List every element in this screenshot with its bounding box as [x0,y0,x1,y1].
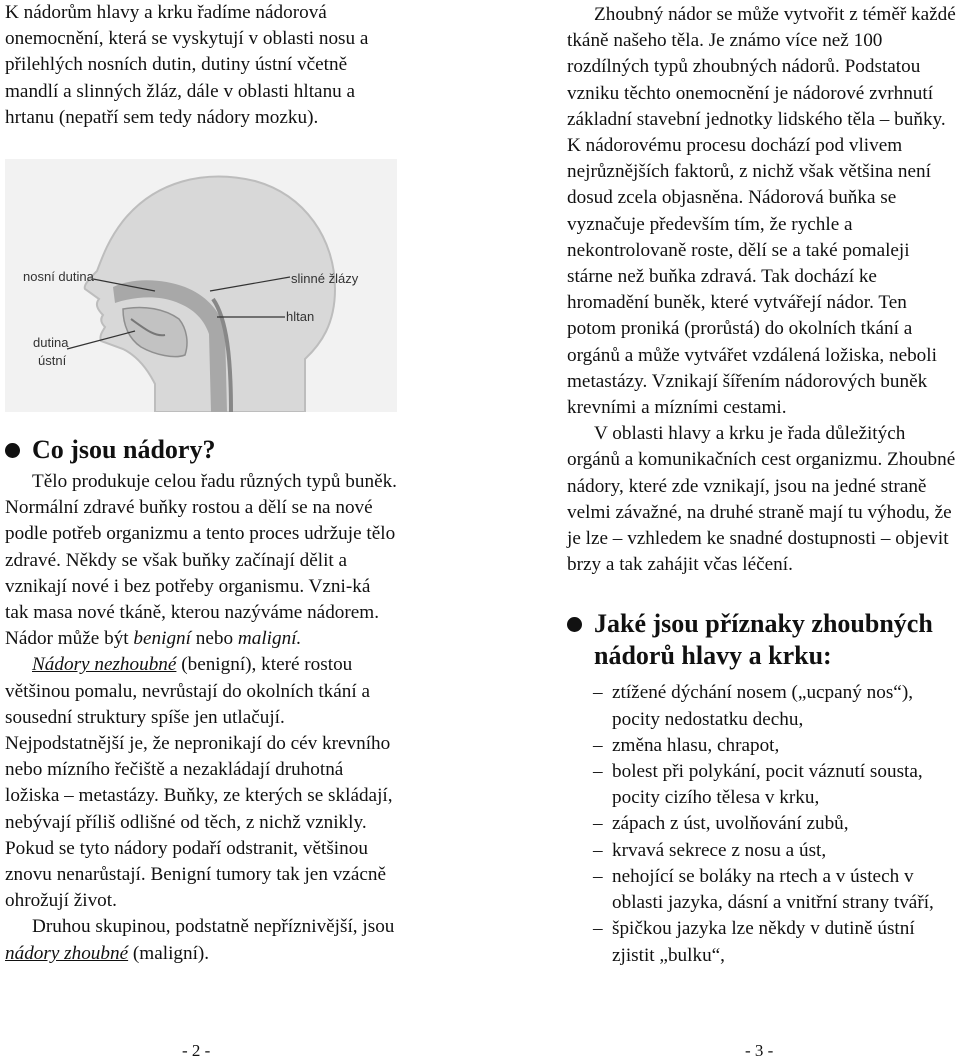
bullet-icon [567,617,582,632]
p3-post: (maligní). [128,942,210,964]
term-benign-tumors: Nádory nezhoubné [32,654,177,676]
list-item: – ztížené dýchání nosem („ucpaný nos“), pocity nedostatku dechu, [593,680,959,732]
section-heading-symptoms [567,608,959,672]
term-malignant-tumors: nádory zhoubné [5,942,129,964]
list-item: – nehojící se boláky na rtech a v ústech v oblasti jazyka, dásní a vnitřní strany tváří, [593,864,959,916]
left-column [5,0,397,967]
paragraph-head-neck-organs: V oblasti hlavy a krku je řada důležitých orgánů a komunikačních cest organizmu. Zhoubné nádory, které zde vznikají, jsou na jedné straně velmi závažné, na druhé straně mají tu výhodu, že je lze – vzhledem ke snadné dostupnosti – objevit brzy a tak zahájit včas léčení. [567,423,956,576]
label-nasal-cavity: nosní dutina [23,269,94,285]
list-item: – bolest při polykání, pocit váznutí sousta, pocity cizího tělesa v krku, [593,759,959,811]
label-oral-cavity-2: ústní [38,353,67,369]
p3-pre: Druhou skupinou, podstatně nepříznivější, jsou [32,916,395,938]
list-item: – změna hlasu, chrapot, [593,733,959,759]
heading-text: Jaké jsou příznaky zhoubných nádorů hlavy a krku: [594,609,933,671]
term-benign: benigní [133,628,191,650]
page-number-left: - 2 - [182,1041,211,1060]
section-heading-what-are-tumors [5,434,397,466]
intro-paragraph: K nádorům hlavy a krku řadíme nádorová onemocnění, která se vyskytují v oblasti nosu a přilehlých nosních dutin, dutiny ústní včetně mandlí a slinných žláz, dále v oblasti hltanu a hrtanu (nepatří sem tedy nádory mozku). [5,2,369,128]
head-neck-anatomy-figure [5,159,397,412]
term-malignant: maligní. [237,628,302,650]
p1-or: nebo [190,628,238,650]
symptom-list [593,680,959,968]
paragraph-malignant-description: Zhoubný nádor se může vytvořit z téměř každé tkáně našeho těla. Je známo více než 100 rozdílných typů zhoubných nádorů. Podstatou vzniku těchto onemocnění je nádorové zvrhnutí základní stavební jednotky lidského těla – buňky. K nádorovému procesu dochází pod vlivem nejrůznějších faktorů, z nichž však většina není dosud zcela objasněna. Nádorová buňka se vyznačuje především tím, že rychle a nekontrolovaně roste, dělí se a také pomaleji stárne než buňka zdravá. Tak dochází ke hromadění buněk, které vytvářejí nádor. Ten potom proniká (prorůstá) do okolních tkání a orgánů a může vytvářet vzdálená ložiska, neboli metastázy. Vznikají šířením nádorových buněk krevními a mízními cestami. [567,4,956,419]
label-salivary-glands: slinné žlázy [291,271,359,287]
paragraph-malignant-intro [5,914,397,966]
list-item: – špičkou jazyka lze někdy v dutině ústní zjistit „bulku“, [593,916,959,968]
page-number-right: - 3 - [745,1041,774,1060]
bullet-icon [5,443,20,458]
label-oral-cavity-1: dutina [33,335,69,351]
list-item: – zápach z úst, uvolňování zubů, [593,811,959,837]
paragraph-cell-division [5,469,397,652]
p1-text: Tělo produkuje celou řadu různých typů buněk. Normální zdravé buňky rostou a dělí se na nové podle potřeb organizmu a tento proces udržuje tělo zdravé. Někdy se však buňky začínají dělit a vznikají nové i bez potřeby organismu. Vzni-ká tak masa nové tkáně, kterou nazýváme nádorem. Nádor může být [5,471,397,650]
list-item: – krvavá sekrece z nosu a úst, [593,838,959,864]
p2-text: (benigní), které rostou většinou pomalu, nevrůstají do okolních tkání a sousední struktury spíše jen utlačují. Nejpodstatnější je, že nepronikají do cév krevního nebo mízního řečiště a nezakládají druhotná ložiska – metastázy. Buňky, ze kterých se skládají, nebývají příliš odlišné od těch, z nichž vznikly. Pokud se tyto nádory podaří odstranit, většinou znovu nenarůstají. Benigní tumory tak jen vzácně ohrožují život. [5,654,393,912]
right-column [567,0,959,969]
paragraph-benign [5,652,397,914]
label-pharynx: hltan [286,309,315,325]
heading-text: Co jsou nádory? [32,435,216,465]
